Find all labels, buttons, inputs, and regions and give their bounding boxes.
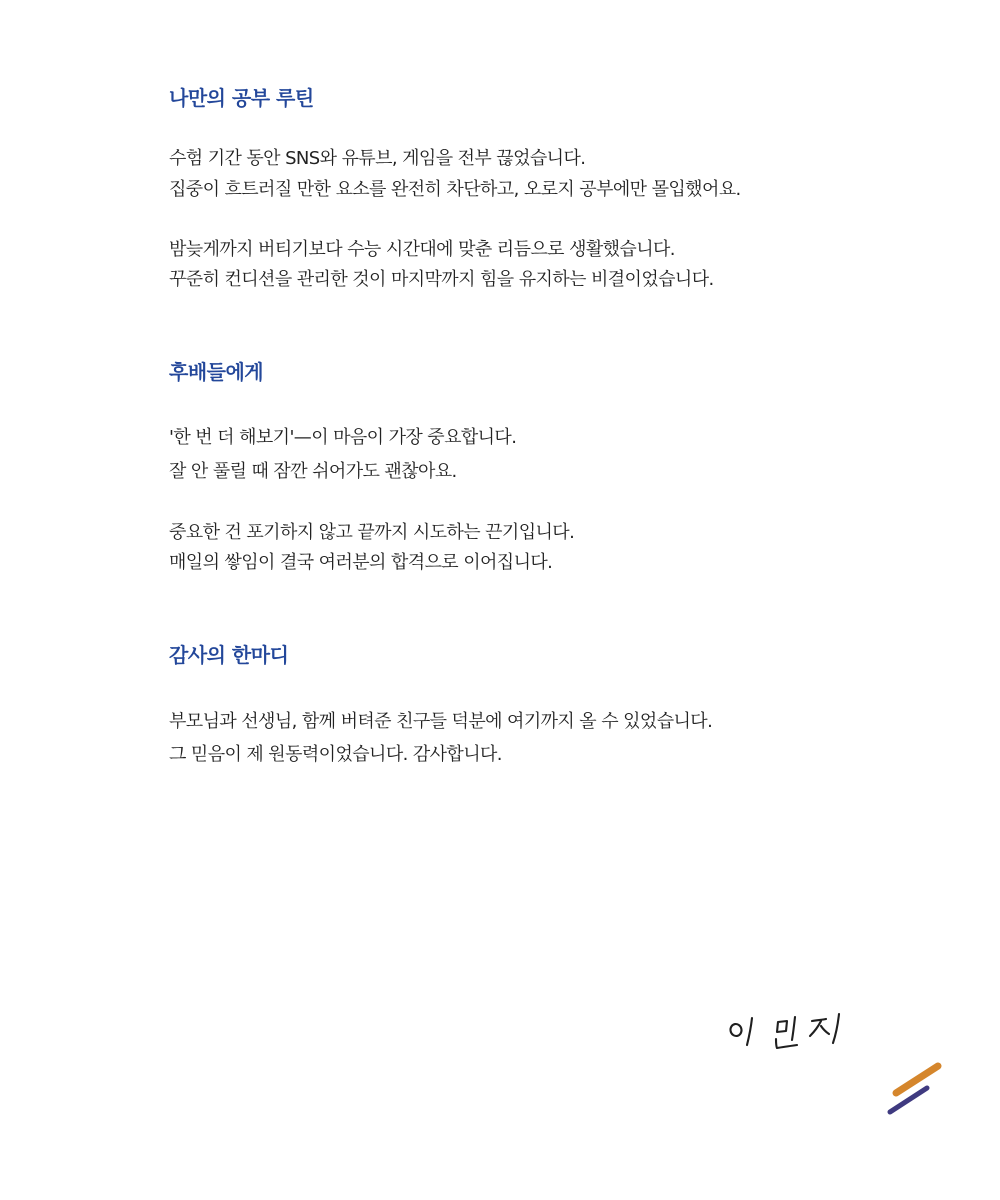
paragraph-line: 수험 기간 동안 SNS와 유튜브, 게임을 전부 끊었습니다.: [169, 148, 586, 169]
paragraph-line: '한 번 더 해보기'—이 마음이 가장 중요합니다.: [169, 427, 517, 448]
paragraph-line: 집중이 흐트러질 만한 요소를 완전히 차단하고, 오로지 공부에만 몰입했어요.: [169, 179, 741, 200]
paragraph-line: 그 믿음이 제 원동력이었습니다. 감사합니다.: [169, 744, 502, 765]
paragraph-line: 부모님과 선생님, 함께 버텨준 친구들 덕분에 여기까지 올 수 있었습니다.: [169, 711, 713, 732]
paragraph-line: 꾸준히 컨디션을 관리한 것이 마지막까지 힘을 유지하는 비결이었습니다.: [169, 269, 714, 290]
section-title-to-juniors: 후배들에게: [169, 360, 264, 384]
orange-slash: [896, 1066, 938, 1093]
paragraph-line: 밤늦게까지 버티기보다 수능 시간대에 맞춘 리듬으로 생활했습니다.: [169, 239, 675, 260]
section-title-study-routine: 나만의 공부 루틴: [169, 86, 314, 110]
paragraph-line: 매일의 쌓임이 결국 여러분의 합격으로 이어집니다.: [169, 552, 553, 573]
paragraph-line: 잘 안 풀릴 때 잠깐 쉬어가도 괜찮아요.: [169, 461, 457, 482]
signature-strokes: [730, 1014, 839, 1048]
paragraph-line: 중요한 건 포기하지 않고 끝까지 시도하는 끈기입니다.: [169, 522, 575, 543]
handwritten-signature: [726, 1008, 850, 1056]
double-slash-mark-icon: [884, 1058, 948, 1120]
section-title-thanks: 감사의 한마디: [169, 643, 289, 667]
